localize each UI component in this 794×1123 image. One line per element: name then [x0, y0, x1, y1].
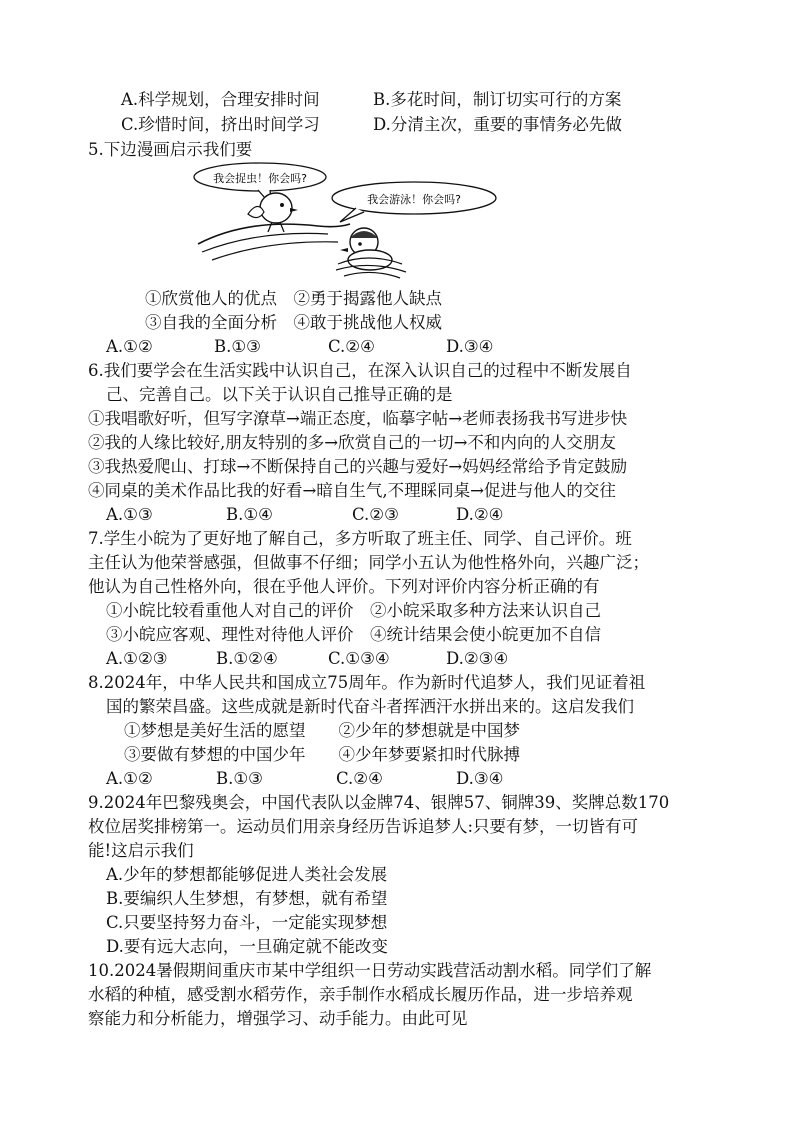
q7-stem-line3: 他认为自己性格外向，很在乎他人评价。下列对评价内容分析正确的有	[88, 577, 600, 596]
q7-items-line1: ①小皖比较看重他人对自己的评价 ②小皖采取多种方法来认识自己	[106, 601, 601, 620]
q4-option-c: C.珍惜时间，挤出时间学习	[121, 115, 320, 134]
chick-figure	[198, 193, 350, 260]
q9-option-b: B.要编织人生梦想，有梦想，就有希望	[106, 889, 388, 908]
q6-option-d: D.②④	[456, 505, 504, 524]
comic-illustration	[188, 160, 500, 280]
q6-item-4: ④同桌的美术作品比我的好看→暗自生气,不理睬同桌→促进与他人的交往	[88, 481, 616, 500]
q6-stem-line2: 己、完善自己。以下关于认识自己推导正确的是	[106, 385, 453, 404]
q8-stem-line2: 国的繁荣昌盛。这些成就是新时代奋斗者挥洒汗水拼出来的。这启发我们	[106, 697, 634, 716]
q5-stem: 5.下边漫画启示我们要	[88, 140, 253, 159]
q9-option-a: A.少年的梦想都能够促进人类社会发展	[106, 865, 388, 884]
q10-stem-line3: 察能力和分析能力，增强学习、动手能力。由此可见	[88, 1009, 468, 1028]
q7-option-d: D.②③④	[446, 649, 509, 668]
q9-option-d: D.要有远大志向，一旦确定就不能改变	[106, 937, 388, 956]
q4-option-d: D.分清主次，重要的事情务必先做	[373, 115, 622, 134]
q7-option-b: B.①②④	[216, 649, 278, 668]
left-bubble-text: 我会捉虫！你会吗?	[213, 172, 307, 185]
q6-item-3: ③我热爱爬山、打球→不断保持自己的兴趣与爱好→妈妈经常给予肯定鼓励	[88, 457, 628, 476]
left-speech-bubble	[194, 163, 326, 206]
q7-stem-line2: 主任认为他荣誉感强，但做事不仔细；同学小五认为他性格外向，兴趣广泛；	[88, 553, 649, 572]
q6-option-b: B.①④	[226, 505, 273, 524]
q6-item-2: ②我的人缘比较好,朋友特别的多→欣赏自己的一切→不和内向的人交朋友	[88, 433, 616, 452]
q5-option-b: B.①③	[214, 337, 261, 356]
q8-option-a: A.①②	[106, 769, 153, 788]
q5-comic	[188, 160, 500, 280]
q8-option-d: D.③④	[456, 769, 504, 788]
q5-option-d: D.③④	[446, 337, 494, 356]
q7-items-line2: ③小皖应客观、理性对待他人评价 ④统计结果会使小皖更加不自信	[106, 625, 601, 644]
q10-stem-line2: 水稻的种植，感受割水稻劳作，亲手制作水稻成长履历作品，进一步培养观	[88, 985, 633, 1004]
q9-stem-line3: 能!这启示我们	[88, 841, 194, 860]
q8-option-c: C.②④	[336, 769, 383, 788]
right-bubble-text: 我会游泳！你会吗?	[367, 193, 461, 206]
q4-option-b: B.多花时间，制订切实可行的方案	[373, 90, 622, 109]
q7-stem-line1: 7.学生小皖为了更好地了解自己，多方听取了班主任、同学、自己评价。班	[88, 529, 632, 548]
q9-stem-line1: 9.2024年巴黎残奥会，中国代表队以金牌74、银牌57、铜牌39、奖牌总数170	[88, 793, 670, 812]
q8-items-line1: ①梦想是美好生活的愿望 ②少年的梦想就是中国梦	[124, 721, 520, 740]
q6-option-a: A.①③	[106, 505, 153, 524]
q8-items-line2: ③要做有梦想的中国少年 ④少年梦要紧扣时代脉搏	[124, 745, 520, 764]
q5-option-c: C.②④	[328, 337, 375, 356]
q7-option-a: A.①②③	[106, 649, 168, 668]
q6-stem-line1: 6.我们要学会在生活实践中认识自己，在深入认识自己的过程中不断发展自	[88, 361, 632, 380]
q9-option-c: C.只要坚持努力奋斗，一定能实现梦想	[106, 913, 388, 932]
q8-stem-line1: 8.2024年，中华人民共和国成立75周年。作为新时代追梦人，我们见证着祖	[88, 673, 646, 692]
q7-option-c: C.①③④	[328, 649, 390, 668]
right-speech-bubble	[332, 182, 496, 222]
q4-option-a: A.科学规划，合理安排时间	[121, 90, 320, 109]
q5-items-line1: ①欣赏他人的优点 ②勇于揭露他人缺点	[145, 289, 442, 308]
q10-stem-line1: 10.2024暑假期间重庆市某中学组织一日劳动实践营活动割水稻。同学们了解	[88, 961, 652, 980]
q9-stem-line2: 枚位居奖排榜第一。运动员们用亲身经历告诉追梦人:只要有梦，一切皆有可	[88, 817, 639, 836]
q6-item-1: ①我唱歌好听，但写字潦草→端正态度，临摹字帖→老师表扬我书写进步快	[88, 409, 628, 428]
q8-option-b: B.①③	[216, 769, 263, 788]
q6-option-c: C.②③	[352, 505, 399, 524]
q5-option-a: A.①②	[106, 337, 153, 356]
duckling-figure	[336, 228, 406, 278]
q5-items-line2: ③自我的全面分析 ④敢于挑战他人权威	[145, 313, 442, 332]
